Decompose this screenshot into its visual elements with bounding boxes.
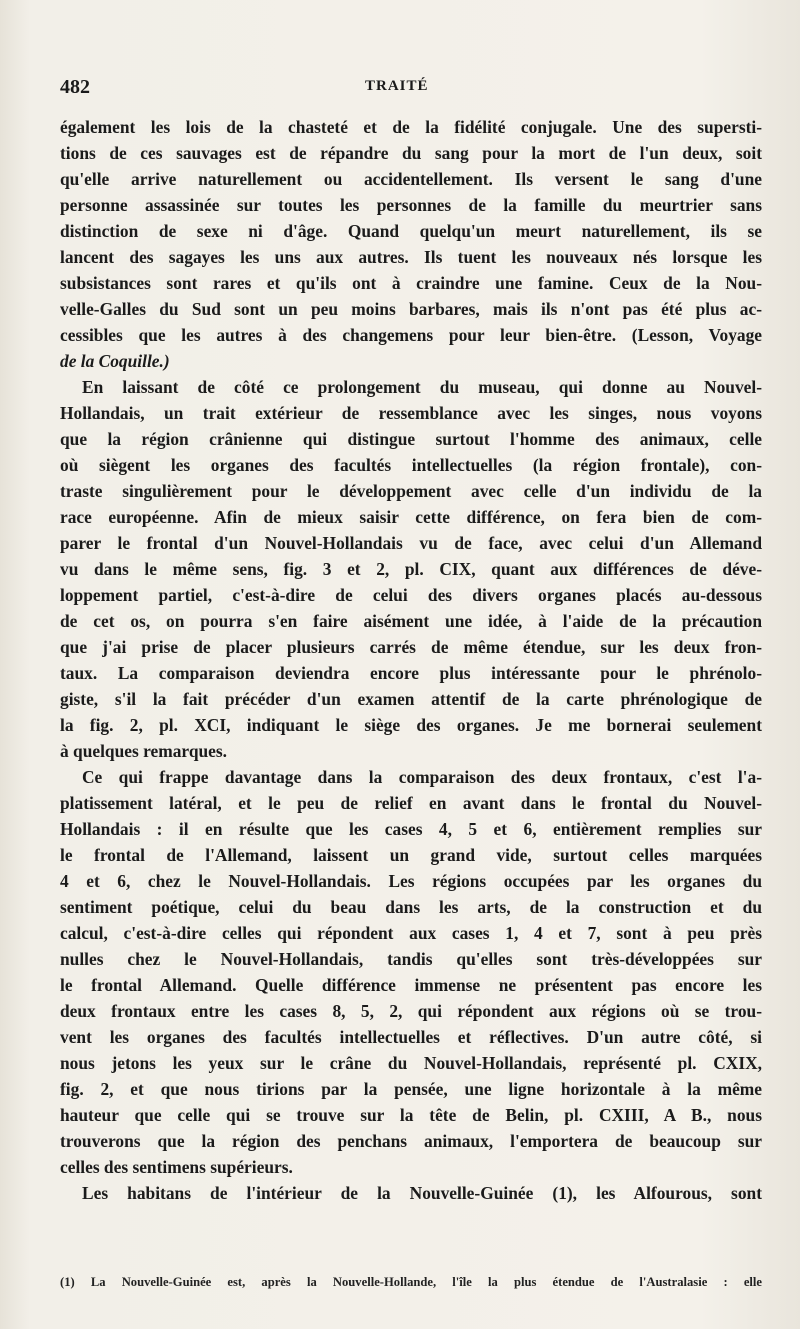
text-line: qu'elle arrive naturellement ou accidentellement. Ils versent le sang d'une — [60, 169, 762, 189]
paragraph-start: Les habitans de l'intérieur de la Nouvelle-Guinée (1), les Alfourous, sont — [82, 1183, 762, 1203]
text-line: velle-Galles du Sud sont un peu moins barbares, mais ils n'ont pas été plus ac- — [60, 299, 762, 319]
text-line: celles des sentimens supérieurs. — [60, 1157, 293, 1177]
text-line: calcul, c'est-à-dire celles qui répondent aux cases 1, 4 et 7, sont à peu près — [60, 923, 762, 943]
footnote: (1) La Nouvelle-Guinée est, après la Nouvelle-Hollande, l'île la plus étendue de l'Australasie : elle — [60, 1275, 762, 1289]
text-line: taux. La comparaison deviendra encore plus intéressante pour le phrénolo- — [60, 663, 762, 683]
text-line: où siègent les organes des facultés intellectuelles (la région frontale), con- — [60, 455, 762, 475]
text-line: traste singulièrement pour le développement avec celle d'un individu de la — [60, 481, 762, 501]
text-line: à quelques remarques. — [60, 741, 228, 761]
page-header — [60, 76, 760, 100]
text-line: nous jetons les yeux sur le crâne du Nouvel-Hollandais, représenté pl. CXIX, — [60, 1053, 762, 1073]
text-line: que j'ai prise de placer plusieurs carrés de même étendue, sur les deux fron- — [60, 637, 762, 657]
text-line: également les lois de la chasteté et de la fidélité conjugale. Une des supersti- — [60, 117, 762, 137]
running-title: TRAITÉ — [365, 78, 429, 94]
text-line: distinction de sexe ni d'âge. Quand quelqu'un meurt naturellement, ils se — [60, 221, 762, 241]
text-line: nulles chez le Nouvel-Hollandais, tandis qu'elles sont très-développées sur — [60, 949, 762, 969]
paragraph-start: Ce qui frappe davantage dans la comparaison des deux frontaux, c'est l'a- — [82, 767, 762, 787]
text-line: fig. 2, et que nous tirions par la pensée, une ligne horizontale à la même — [60, 1079, 762, 1099]
text-line: deux frontaux entre les cases 8, 5, 2, qui répondent aux régions où se trou- — [60, 1001, 762, 1021]
text-line: 4 et 6, chez le Nouvel-Hollandais. Les régions occupées par les organes du — [60, 871, 762, 891]
text-line: loppement partiel, c'est-à-dire de celui des divers organes placés au-dessous — [60, 585, 762, 605]
text-line: Hollandais : il en résulte que les cases 4, 5 et 6, entièrement remplies sur — [60, 819, 762, 839]
text-line: sentiment poétique, celui du beau dans les arts, de la construction et du — [60, 897, 762, 917]
text-line: subsistances sont rares et qu'ils ont à craindre une famine. Ceux de la Nou- — [60, 273, 762, 293]
text-line: vent les organes des facultés intellectuelles et réflectives. D'un autre côté, si — [60, 1027, 762, 1047]
text-line: hauteur que celle qui se trouve sur la tête de Belin, pl. CXIII, A B., nous — [60, 1105, 762, 1125]
text-line: la fig. 2, pl. XCI, indiquant le siège des organes. Je me bornerai seulement — [60, 715, 762, 735]
text-line: personne assassinée sur toutes les personnes de la famille du meurtrier sans — [60, 195, 762, 215]
text-line: trouverons que la région des penchans animaux, l'emportera de beaucoup sur — [60, 1131, 762, 1151]
text-line: que la région crânienne qui distingue surtout l'homme des animaux, celle — [60, 429, 762, 449]
text-line: de la Coquille.) — [60, 351, 170, 371]
text-line: race européenne. Afin de mieux saisir cette différence, on fera bien de com- — [60, 507, 762, 527]
text-line: cessibles que les autres à des changemens pour leur bien-être. (Lesson, Voyage — [60, 325, 762, 345]
text-line: tions de ces sauvages est de répandre du sang pour la mort de l'un deux, soit — [60, 143, 762, 163]
text-line: le frontal Allemand. Quelle différence immense ne présentent pas encore les — [60, 975, 762, 995]
text-line: vu dans le même sens, fig. 3 et 2, pl. CIX, quant aux différences de déve- — [60, 559, 762, 579]
text-line: parer le frontal d'un Nouvel-Hollandais vu de face, avec celui d'un Allemand — [60, 533, 762, 553]
text-line: platissement latéral, et le peu de relief en avant dans le frontal du Nouvel- — [60, 793, 762, 813]
text-line: lancent des sagayes les uns aux autres. Ils tuent les nouveaux nés lorsque les — [60, 247, 762, 267]
text-line: Hollandais, un trait extérieur de ressemblance avec les singes, nous voyons — [60, 403, 762, 423]
paragraph-start: En laissant de côté ce prolongement du museau, qui donne au Nouvel- — [82, 377, 762, 397]
text-line: giste, s'il la fait précéder d'un examen attentif de la carte phrénologique de — [60, 689, 762, 709]
text-line: le frontal de l'Allemand, laissent un grand vide, surtout celles marquées — [60, 845, 762, 865]
page-number: 482 — [60, 76, 90, 98]
body-text — [60, 114, 762, 1206]
text-line: de cet os, on pourra s'en faire aisément une idée, à l'aide de la précaution — [60, 611, 762, 631]
